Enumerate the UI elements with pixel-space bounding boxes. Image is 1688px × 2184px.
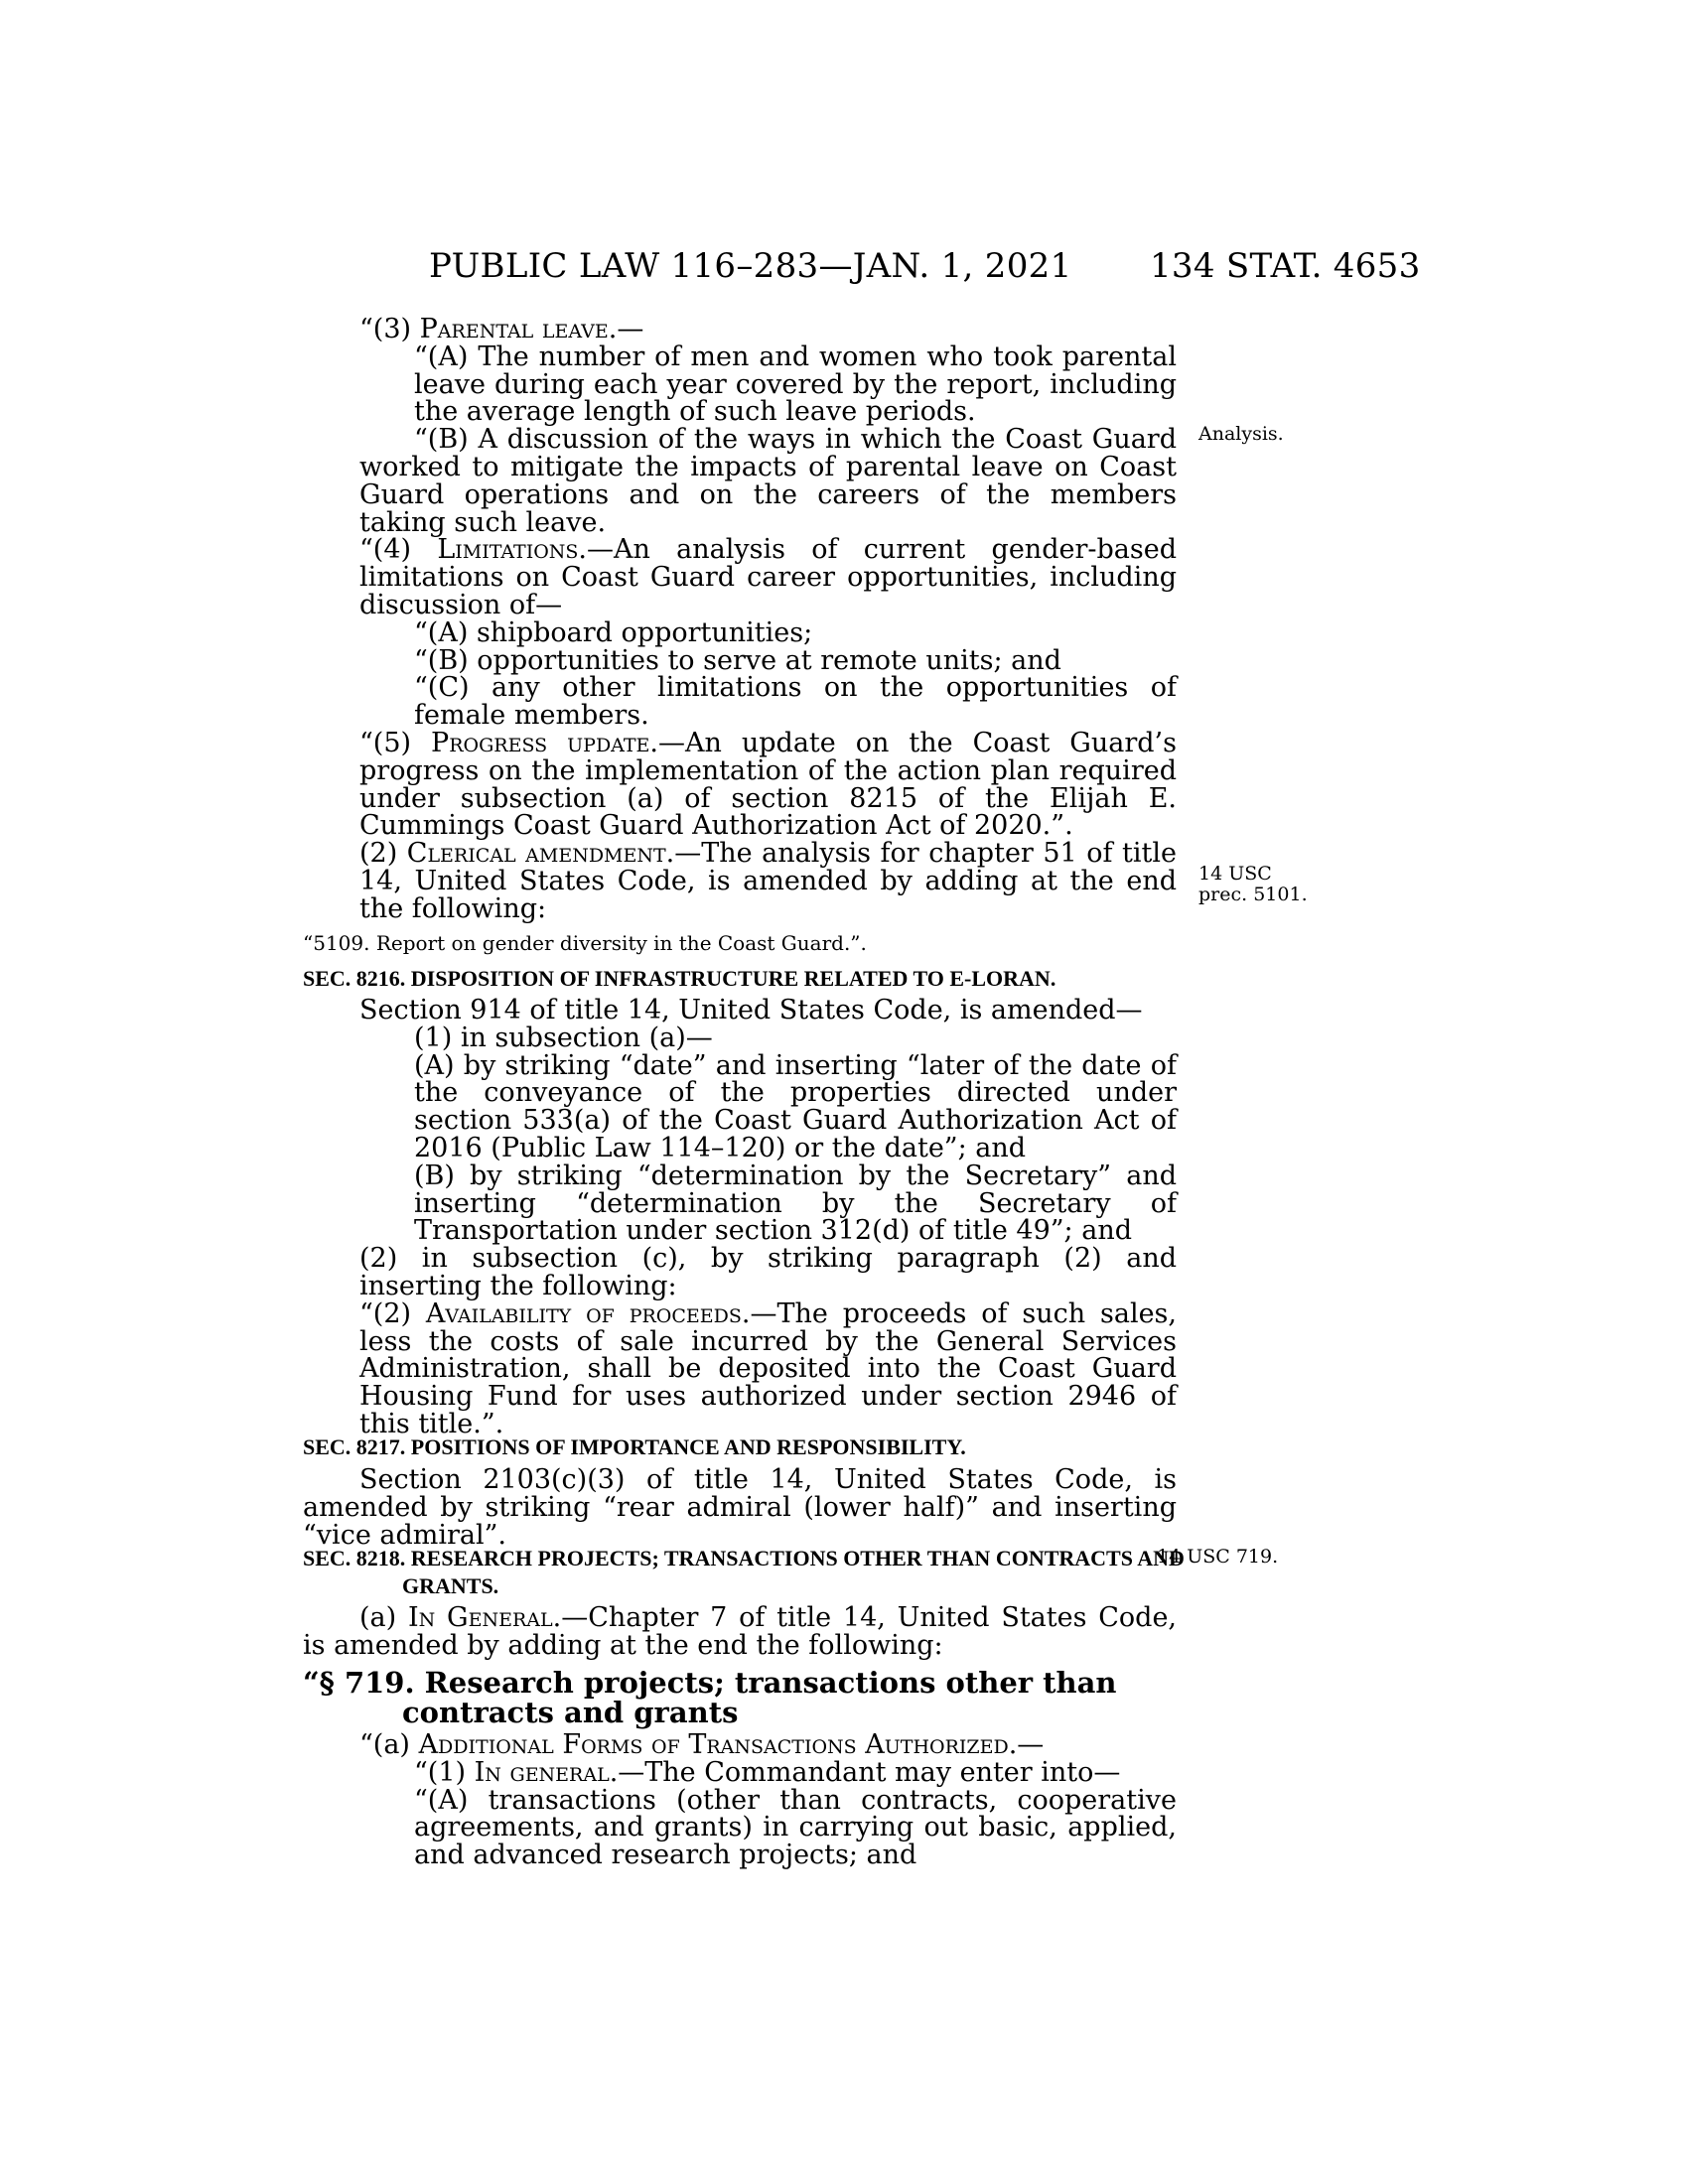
margin-note-analysis: Analysis. [1198, 423, 1284, 445]
paragraph-4-title: Limitations [437, 534, 579, 566]
section-8217-text: Section 2103(c)(3) of title 14, United States Code, is amended by striking “rear admiral (lower half)” and inserting “vice admiral”. [303, 1464, 1177, 1551]
quoted-paragraph-1-text: .—The Commandant may enter into— [609, 1756, 1121, 1788]
section-8216-intro: Section 914 of title 14, United States Code, is amended— [359, 995, 1143, 1025]
quoted-para-2-text: .—The proceeds of such sales, less the costs of sale incurred by the General Services Administration, shall be deposited into the Coast Guard Housing Fund for uses authorized under section 2946 of this title.”. [359, 1297, 1177, 1439]
subsection-a-number: (a) [359, 1602, 408, 1633]
paragraph-3-title: Parental leave [419, 314, 609, 344]
quoted-paragraph-1 [303, 1756, 1177, 1788]
running-header-page-number: 134 STAT. 4653 [1150, 246, 1421, 286]
quoted-para-2-number: “(2) [359, 1297, 426, 1329]
quoted-paragraph-1-number: “(1) [414, 1756, 475, 1788]
paragraph-3b: “(B) A discussion of the ways in which the Coast Guard worked to mitigate the impacts of parental leave on Coast Guard operations and on the careers of the members taking such leave. [359, 424, 1177, 538]
quoted-subsection-a-title: Additional Forms of Transactions Authorized [418, 1729, 1009, 1760]
paragraph-4 [303, 536, 1177, 618]
report-provisions-block [303, 316, 1177, 923]
paragraph-5-text: .—An update on the Coast Guard’s progress on the implementation of the action plan required under subsection (a) of section 8215 of the Elijah E. Cummings Coast Guard Authorization Act of 2020.”. [359, 727, 1177, 842]
clerical-amendment-number: (2) [359, 838, 407, 870]
margin-note-usc-line1: 14 USC [1198, 863, 1272, 885]
paragraph-5 [303, 727, 1177, 842]
paragraph-4b: “(B) opportunities to serve at remote units; and [414, 644, 1061, 676]
quoted-subsection-a [303, 1731, 1177, 1759]
section-8217-body [303, 1466, 1177, 1549]
table-of-sections-entry: “5109. Report on gender diversity in the Coast Guard.”. [303, 931, 867, 955]
quoted-para-2-title: Availability of proceeds [425, 1297, 742, 1329]
section-719-body [303, 1731, 1177, 1869]
subsection-a-text: .—Chapter 7 of title 14, United States Code, is amended by adding at the end the following: [303, 1602, 1178, 1661]
section-8218-subsection-a [303, 1604, 1177, 1660]
quoted-paragraph-1-title: In general [474, 1756, 610, 1788]
running-header-title: PUBLIC LAW 116–283—JAN. 1, 2021 [429, 246, 1072, 286]
section-8218-heading: SEC. 8218. RESEARCH PROJECTS; TRANSACTIONS OTHER THAN CONTRACTS AND GRANTS. [303, 1546, 1185, 1598]
section-8216-heading: SEC. 8216. DISPOSITION OF INFRASTRUCTURE RELATED TO E-LORAN. [303, 966, 1056, 991]
clerical-amendment-text: .—The analysis for chapter 51 of title 14, United States Code, is amended by adding at the end the following: [359, 838, 1177, 924]
paragraph-5-number: “(5) [359, 727, 432, 758]
quoted-subsection-a-number: “(a) [359, 1729, 419, 1760]
section-719-heading: “§ 719. Research projects; transactions other than contracts and grants [303, 1666, 1117, 1729]
section-8216-body [303, 997, 1177, 1438]
margin-note-usc-prec [1198, 864, 1308, 905]
subsection-a-title: In General [407, 1602, 553, 1633]
section-8217-heading: SEC. 8217. POSITIONS OF IMPORTANCE AND RESPONSIBILITY. [303, 1434, 966, 1459]
margin-note-usc-719: 14 USC 719. [1157, 1546, 1279, 1568]
section-8218-body [303, 1604, 1177, 1660]
section-8216-quoted-para-2 [303, 1297, 1177, 1439]
section-8216-para-1a: (A) by striking “date” and inserting “later of the date of the conveyance of the properties directed under section 533(a) of the Coast Guard Authorization Act of 2016 (Public Law 114–120) or the date”; and [414, 1049, 1177, 1163]
paragraph-4-number: “(4) [359, 534, 438, 566]
paragraph-4c: “(C) any other limitations on the opportunities of female members. [414, 672, 1177, 732]
paragraph-3a: “(A) The number of men and women who took parental leave during each year covered by the report, including the average length of such leave periods. [414, 341, 1177, 428]
section-8216-para-1: (1) in subsection (a)— [414, 1022, 713, 1053]
section-8216-para-1b: (B) by striking “determination by the Secretary” and inserting “determination by the Secretary of Transportation under section 312(d) of title 49”; and [414, 1160, 1177, 1247]
paragraph-4-text: .—An analysis of current gender-based limitations on Coast Guard career opportunities, including discussion of— [359, 534, 1177, 620]
section-8216-para-2: (2) in subsection (c), by striking paragraph (2) and inserting the following: [359, 1243, 1177, 1301]
clerical-amendment-title: Clerical amendment [406, 838, 666, 870]
paragraph-3-heading [303, 316, 1177, 343]
paragraph-4a: “(A) shipboard opportunities; [414, 616, 813, 648]
quoted-paragraph-1a: “(A) transactions (other than contracts, cooperative agreements, and grants) in carrying out basic, applied, and advanced research projects; and [414, 1784, 1177, 1871]
quoted-subsection-a-dash: .— [1008, 1729, 1045, 1760]
clerical-amendment [303, 840, 1177, 922]
paragraph-3-dash: .— [608, 314, 644, 344]
margin-note-usc-line2: prec. 5101. [1198, 884, 1308, 905]
paragraph-5-title: Progress update [431, 727, 650, 758]
paragraph-3-number: “(3) [359, 314, 420, 344]
